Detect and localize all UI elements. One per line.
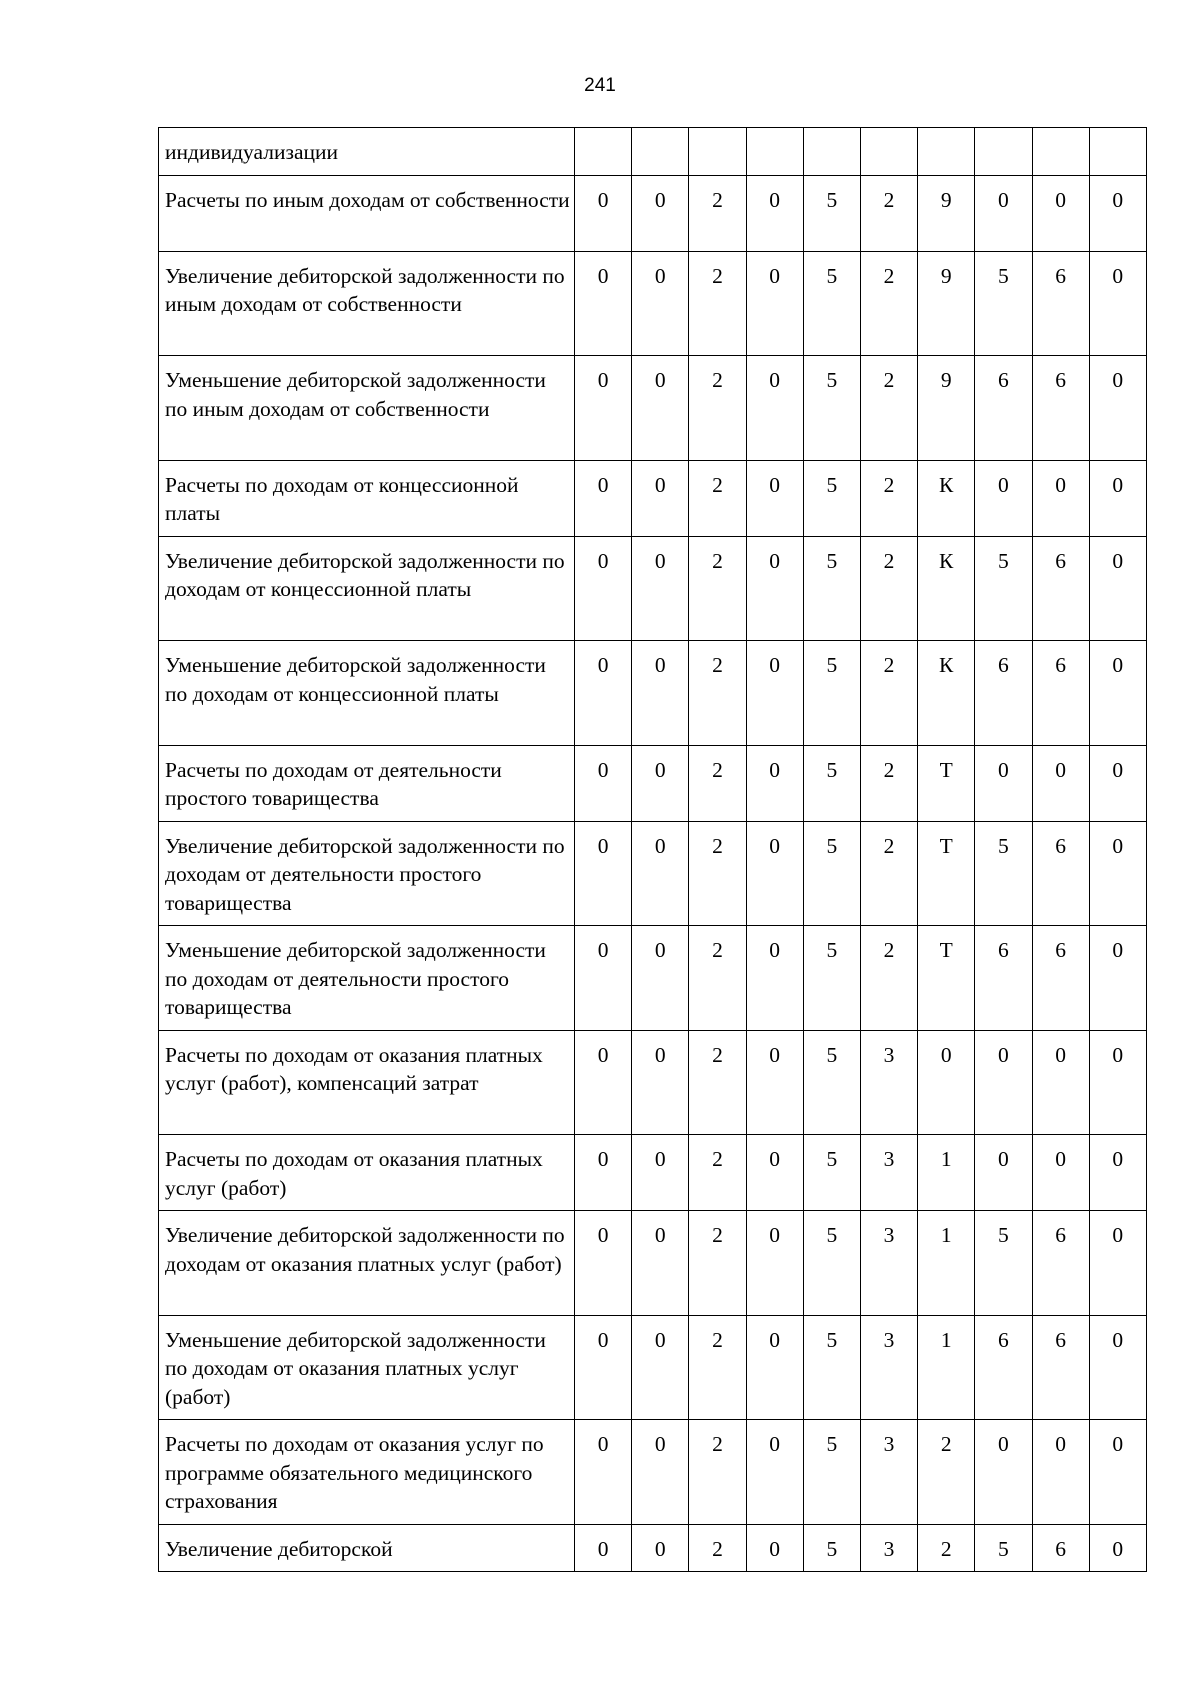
code-digit-cell: 1: [918, 1135, 975, 1211]
code-digit-cell: 0: [632, 821, 689, 926]
code-digit-cell: 0: [632, 926, 689, 1031]
table-row: [159, 536, 1147, 641]
code-digit-cell: 0: [1032, 1135, 1089, 1211]
code-digit-cell: 0: [632, 536, 689, 641]
code-digit-cell: 0: [575, 1420, 632, 1525]
code-digit-cell: 0: [1089, 926, 1146, 1031]
page-number: 241: [584, 75, 616, 96]
code-digit-cell: 2: [918, 1420, 975, 1525]
code-digit-cell: 2: [860, 251, 917, 356]
code-digit-cell: 5: [803, 1420, 860, 1525]
table-body: [159, 128, 1147, 1572]
code-digit-cell: 5: [803, 1524, 860, 1572]
code-digit-cell: 0: [575, 926, 632, 1031]
table-row: [159, 460, 1147, 536]
code-digit-cell: 2: [689, 1030, 746, 1135]
code-digit-cell: 0: [975, 175, 1032, 251]
code-digit-cell: 0: [918, 1030, 975, 1135]
code-digit-cell: 0: [975, 460, 1032, 536]
code-digit-cell: 0: [632, 1211, 689, 1316]
code-digit-cell: 2: [689, 175, 746, 251]
code-digit-cell: 0: [575, 1524, 632, 1572]
code-digit-cell: 0: [746, 251, 803, 356]
code-digit-cell: 0: [575, 251, 632, 356]
code-digit-cell: 0: [1089, 1030, 1146, 1135]
code-digit-cell: 0: [575, 356, 632, 461]
code-digit-cell: 6: [1032, 926, 1089, 1031]
code-digit-cell: 0: [746, 821, 803, 926]
code-digit-cell: 0: [632, 356, 689, 461]
code-digit-cell: [1089, 128, 1146, 176]
code-digit-cell: 5: [803, 460, 860, 536]
code-digit-cell: 5: [803, 251, 860, 356]
account-codes-table: [158, 127, 1147, 1572]
code-digit-cell: 0: [575, 641, 632, 746]
table-row: [159, 1524, 1147, 1572]
code-digit-cell: К: [918, 641, 975, 746]
code-digit-cell: 0: [575, 1135, 632, 1211]
code-digit-cell: 0: [632, 175, 689, 251]
table-row: [159, 641, 1147, 746]
code-digit-cell: 5: [803, 1135, 860, 1211]
account-name-cell: Уменьшение дебиторской задолженности по доходам от концессионной платы: [159, 641, 575, 746]
code-digit-cell: 0: [1089, 460, 1146, 536]
code-digit-cell: 6: [975, 641, 1032, 746]
code-digit-cell: 5: [975, 536, 1032, 641]
code-digit-cell: 2: [860, 460, 917, 536]
code-digit-cell: [575, 128, 632, 176]
code-digit-cell: 2: [860, 821, 917, 926]
code-digit-cell: 0: [746, 745, 803, 821]
code-digit-cell: 0: [975, 745, 1032, 821]
code-digit-cell: [975, 128, 1032, 176]
code-digit-cell: 0: [1089, 356, 1146, 461]
code-digit-cell: 0: [1089, 1135, 1146, 1211]
code-digit-cell: 0: [1089, 641, 1146, 746]
code-digit-cell: 5: [803, 536, 860, 641]
code-digit-cell: 0: [1089, 1420, 1146, 1525]
code-digit-cell: 2: [689, 1315, 746, 1420]
code-digit-cell: 0: [632, 1315, 689, 1420]
code-digit-cell: 2: [689, 460, 746, 536]
code-digit-cell: [632, 128, 689, 176]
account-name-cell: Уменьшение дебиторской задолженности по иным доходам от собственности: [159, 356, 575, 461]
table-row: [159, 1135, 1147, 1211]
code-digit-cell: 5: [803, 1211, 860, 1316]
code-digit-cell: 2: [860, 926, 917, 1031]
code-digit-cell: 0: [575, 821, 632, 926]
code-digit-cell: 3: [860, 1030, 917, 1135]
code-digit-cell: 0: [1089, 745, 1146, 821]
code-digit-cell: 9: [918, 251, 975, 356]
table-row: [159, 175, 1147, 251]
account-name-cell: Увеличение дебиторской задолженности по доходам от оказания платных услуг (работ): [159, 1211, 575, 1316]
account-name-cell: Увеличение дебиторской задолженности по доходам от деятельности простого товарищества: [159, 821, 575, 926]
code-digit-cell: [803, 128, 860, 176]
code-digit-cell: 5: [803, 1030, 860, 1135]
code-digit-cell: 6: [975, 1315, 1032, 1420]
code-digit-cell: 6: [1032, 821, 1089, 926]
account-name-cell: Увеличение дебиторской задолженности по доходам от концессионной платы: [159, 536, 575, 641]
table-row: [159, 1211, 1147, 1316]
code-digit-cell: 3: [860, 1135, 917, 1211]
code-digit-cell: 0: [632, 1135, 689, 1211]
code-digit-cell: 3: [860, 1524, 917, 1572]
code-digit-cell: 2: [689, 536, 746, 641]
table-row: [159, 745, 1147, 821]
code-digit-cell: 0: [746, 1030, 803, 1135]
code-digit-cell: 0: [975, 1135, 1032, 1211]
code-digit-cell: 5: [803, 745, 860, 821]
code-digit-cell: 0: [632, 251, 689, 356]
account-name-cell: Расчеты по доходам от деятельности простого товарищества: [159, 745, 575, 821]
code-digit-cell: 2: [689, 1211, 746, 1316]
code-digit-cell: Т: [918, 926, 975, 1031]
code-digit-cell: 0: [632, 1524, 689, 1572]
code-digit-cell: 5: [803, 821, 860, 926]
code-digit-cell: 0: [632, 1420, 689, 1525]
code-digit-cell: 6: [1032, 1524, 1089, 1572]
code-digit-cell: 0: [575, 745, 632, 821]
account-name-cell: Увеличение дебиторской: [159, 1524, 575, 1572]
code-digit-cell: 0: [746, 926, 803, 1031]
code-digit-cell: 1: [918, 1211, 975, 1316]
code-digit-cell: 6: [1032, 536, 1089, 641]
code-digit-cell: [860, 128, 917, 176]
code-digit-cell: 2: [860, 356, 917, 461]
code-digit-cell: К: [918, 460, 975, 536]
code-digit-cell: 0: [1032, 175, 1089, 251]
table-row: [159, 1315, 1147, 1420]
code-digit-cell: 0: [575, 175, 632, 251]
table-row: [159, 1030, 1147, 1135]
code-digit-cell: 0: [1089, 536, 1146, 641]
code-digit-cell: 6: [1032, 1211, 1089, 1316]
code-digit-cell: 2: [689, 926, 746, 1031]
code-digit-cell: 5: [803, 926, 860, 1031]
code-digit-cell: 2: [860, 175, 917, 251]
code-digit-cell: 0: [632, 745, 689, 821]
code-digit-cell: 2: [689, 251, 746, 356]
code-digit-cell: 0: [632, 1030, 689, 1135]
code-digit-cell: 2: [860, 745, 917, 821]
table-row: [159, 1420, 1147, 1525]
code-digit-cell: 5: [803, 175, 860, 251]
account-name-cell: Расчеты по доходам от оказания платных услуг (работ): [159, 1135, 575, 1211]
code-digit-cell: 0: [575, 460, 632, 536]
code-digit-cell: 0: [1032, 1420, 1089, 1525]
code-digit-cell: 0: [1089, 821, 1146, 926]
code-digit-cell: 5: [803, 641, 860, 746]
code-digit-cell: 0: [575, 1030, 632, 1135]
code-digit-cell: 2: [689, 745, 746, 821]
code-digit-cell: 2: [689, 821, 746, 926]
code-digit-cell: 0: [975, 1030, 1032, 1135]
code-digit-cell: 0: [746, 1211, 803, 1316]
code-digit-cell: 2: [918, 1524, 975, 1572]
code-digit-cell: 2: [689, 1524, 746, 1572]
code-digit-cell: 2: [689, 1420, 746, 1525]
table-row: [159, 926, 1147, 1031]
code-digit-cell: 0: [632, 641, 689, 746]
code-digit-cell: 0: [575, 1315, 632, 1420]
code-digit-cell: 0: [975, 1420, 1032, 1525]
code-digit-cell: 5: [803, 1315, 860, 1420]
code-digit-cell: 0: [746, 536, 803, 641]
code-digit-cell: 6: [975, 926, 1032, 1031]
code-digit-cell: 2: [860, 641, 917, 746]
code-digit-cell: 6: [1032, 251, 1089, 356]
code-digit-cell: 5: [975, 821, 1032, 926]
code-digit-cell: 3: [860, 1211, 917, 1316]
code-digit-cell: 1: [918, 1315, 975, 1420]
code-digit-cell: 0: [1089, 251, 1146, 356]
code-digit-cell: 0: [1032, 1030, 1089, 1135]
code-digit-cell: 0: [746, 356, 803, 461]
code-digit-cell: 0: [746, 1315, 803, 1420]
code-digit-cell: 2: [689, 641, 746, 746]
code-digit-cell: 5: [975, 1524, 1032, 1572]
code-digit-cell: 3: [860, 1315, 917, 1420]
code-digit-cell: 0: [1089, 1315, 1146, 1420]
code-digit-cell: 2: [860, 536, 917, 641]
table-row: [159, 128, 1147, 176]
code-digit-cell: [918, 128, 975, 176]
table-row: [159, 251, 1147, 356]
code-digit-cell: 0: [746, 1420, 803, 1525]
table-row: [159, 356, 1147, 461]
code-digit-cell: [746, 128, 803, 176]
code-digit-cell: 2: [689, 1135, 746, 1211]
code-digit-cell: 9: [918, 175, 975, 251]
account-name-cell: Расчеты по доходам от оказания платных услуг (работ), компенсаций затрат: [159, 1030, 575, 1135]
code-digit-cell: 0: [746, 460, 803, 536]
code-digit-cell: [1032, 128, 1089, 176]
account-name-cell: Расчеты по доходам от оказания услуг по программе обязательного медицинского страхования: [159, 1420, 575, 1525]
code-digit-cell: 0: [1032, 745, 1089, 821]
account-name-cell: Увеличение дебиторской задолженности по иным доходам от собственности: [159, 251, 575, 356]
code-digit-cell: [689, 128, 746, 176]
code-digit-cell: 6: [1032, 641, 1089, 746]
code-digit-cell: К: [918, 536, 975, 641]
code-digit-cell: 9: [918, 356, 975, 461]
code-digit-cell: 0: [1089, 1524, 1146, 1572]
account-name-cell: Уменьшение дебиторской задолженности по доходам от деятельности простого товарищества: [159, 926, 575, 1031]
code-digit-cell: 6: [1032, 1315, 1089, 1420]
code-digit-cell: Т: [918, 745, 975, 821]
code-digit-cell: 5: [975, 251, 1032, 356]
code-digit-cell: 0: [746, 641, 803, 746]
code-digit-cell: 0: [632, 460, 689, 536]
code-digit-cell: 3: [860, 1420, 917, 1525]
code-digit-cell: 0: [575, 1211, 632, 1316]
table-row: [159, 821, 1147, 926]
code-digit-cell: 0: [1089, 175, 1146, 251]
code-digit-cell: 5: [803, 356, 860, 461]
code-digit-cell: 0: [746, 175, 803, 251]
code-digit-cell: 0: [1032, 460, 1089, 536]
code-digit-cell: 0: [575, 536, 632, 641]
account-name-cell: Расчеты по доходам от концессионной платы: [159, 460, 575, 536]
code-digit-cell: 6: [975, 356, 1032, 461]
code-digit-cell: 0: [746, 1135, 803, 1211]
account-name-cell: Расчеты по иным доходам от собственности: [159, 175, 575, 251]
code-digit-cell: 0: [746, 1524, 803, 1572]
account-name-cell: индивидуализации: [159, 128, 575, 176]
code-digit-cell: Т: [918, 821, 975, 926]
code-digit-cell: 6: [1032, 356, 1089, 461]
account-name-cell: Уменьшение дебиторской задолженности по доходам от оказания платных услуг (работ): [159, 1315, 575, 1420]
code-digit-cell: 0: [1089, 1211, 1146, 1316]
code-digit-cell: 5: [975, 1211, 1032, 1316]
code-digit-cell: 2: [689, 356, 746, 461]
